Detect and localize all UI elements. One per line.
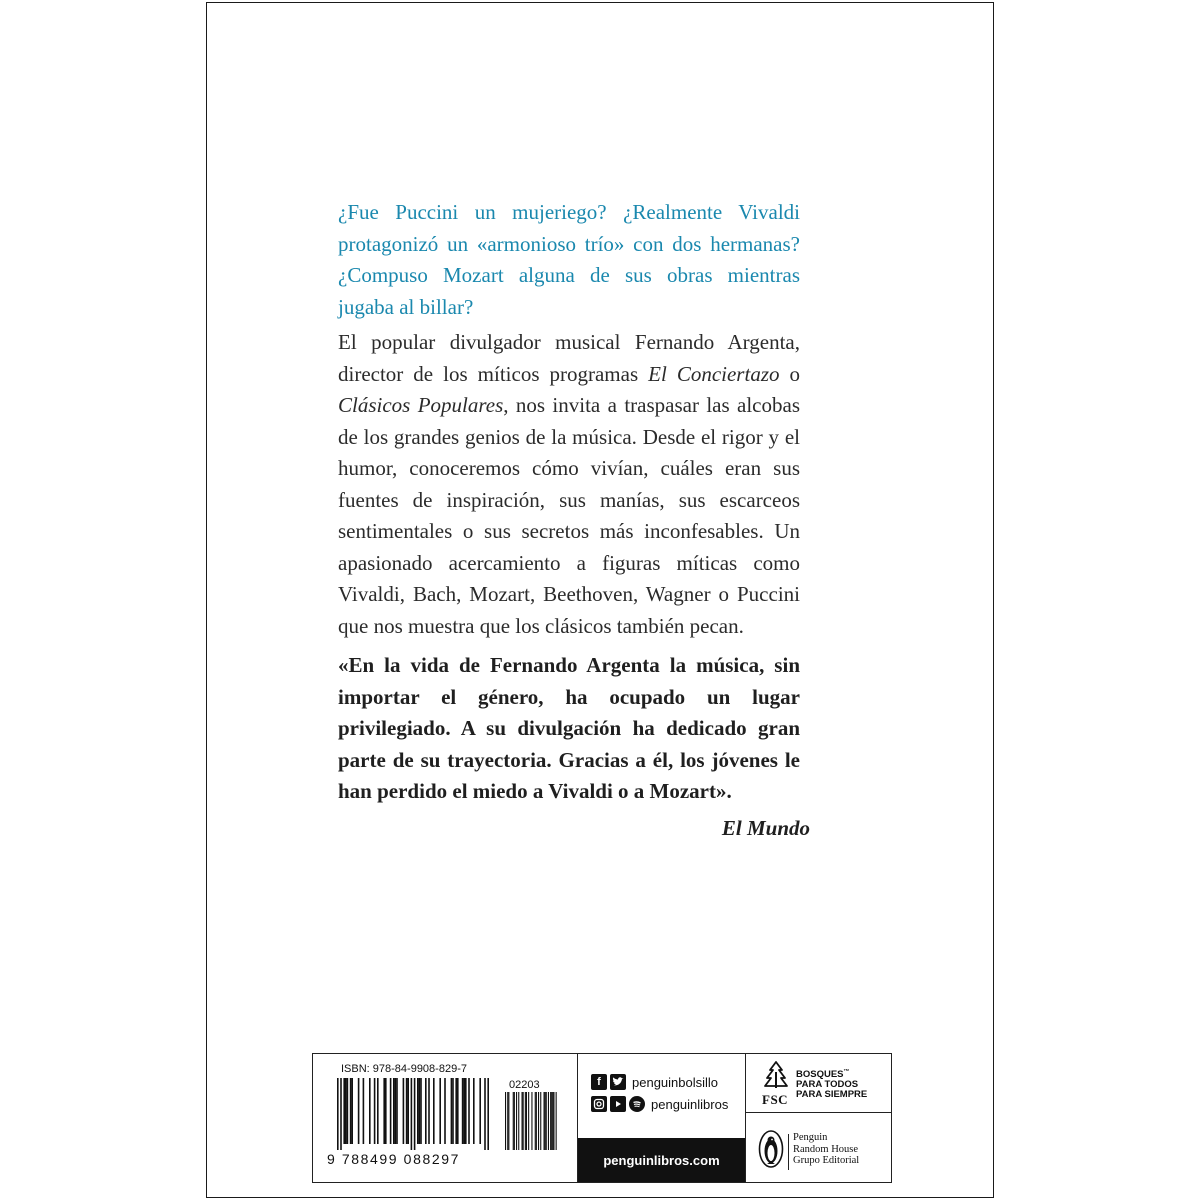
website-bar: penguinlibros.com [578,1138,745,1182]
fsc-tree-icon [760,1060,792,1090]
fsc-slogan-line1: BOSQUES [796,1069,844,1081]
spotify-icon [629,1096,645,1112]
handle-libros: penguinlibros [651,1096,729,1112]
social-row-bolsillo [591,1074,718,1090]
instagram-icon [591,1096,607,1112]
trademark-symbol: ™ [843,1069,850,1075]
twitter-icon [610,1074,626,1090]
handle-bolsillo: penguinbolsillo [632,1074,719,1090]
program-title-2: Clásicos Populares [338,393,504,417]
info-box [312,1053,892,1183]
synopsis [338,327,800,642]
fsc-slogan [796,1067,867,1100]
penguin-logo-icon [758,1129,784,1169]
barcode-graphic [337,1078,569,1150]
publisher-line1: Penguin [793,1132,828,1143]
social-row-libros [591,1096,728,1112]
publisher-name [793,1132,859,1167]
press-quote: «En la vida de Fernando Argenta la música, sin importar el género, ha ocupado un lugar privilegiado. A su divulgación ha dedicado gran parte de su trayectoria. Gracias a él, los jóvenes le han perdido el miedo a Vivaldi o a Mozart». [338,653,800,803]
synopsis-part2: , nos invita a traspasar las alcobas de los grandes genios de la música. Desde el rigor y el humor, conoceremos cómo vivían, cuáles eran sus fuentes de inspiración, sus manías, sus escarceos sentimentales o sus secretos más inconfesables. Un apasionado acercamiento a figuras míticas como Vivaldi, Bach, Mozart, Beethoven, Wagner o Puccini que nos muestra que los clásicos también pecan. [338,393,800,638]
fsc-label: FSC [762,1092,789,1107]
synopsis-conjunction: o [779,361,801,386]
youtube-icon [610,1096,626,1112]
fsc-block [746,1054,891,1113]
price-code: 02203 [509,1079,540,1091]
publisher-divider [788,1134,789,1170]
barcode-panel [313,1054,578,1182]
program-title-1: El Conciertazo [648,361,780,386]
publisher-line2: Random House [793,1143,859,1155]
publisher-line3: Grupo Editorial [793,1155,860,1166]
logos-panel [746,1054,891,1182]
fsc-slogan-line3: PARA SIEMPRE [796,1089,868,1101]
barcode-digits: 9 788499 088297 [327,1151,460,1167]
hook-questions: ¿Fue Puccini un mujeriego? ¿Realmente Vivaldi protagonizó un «armonioso trío» con dos hermanas? ¿Compuso Mozart alguna de sus obras mientras jugaba al billar? [338,200,800,319]
social-panel [578,1054,746,1182]
quote-source: El Mundo [721,816,810,840]
facebook-icon: f [591,1074,607,1090]
isbn-label: ISBN: 978-84-9908-829-7 [341,1063,467,1075]
synopsis-part1: El popular divulgador musical Fernando Argenta, director de los míticos programas [338,330,800,386]
fsc-slogan-line2: PARA TODOS [796,1079,859,1091]
